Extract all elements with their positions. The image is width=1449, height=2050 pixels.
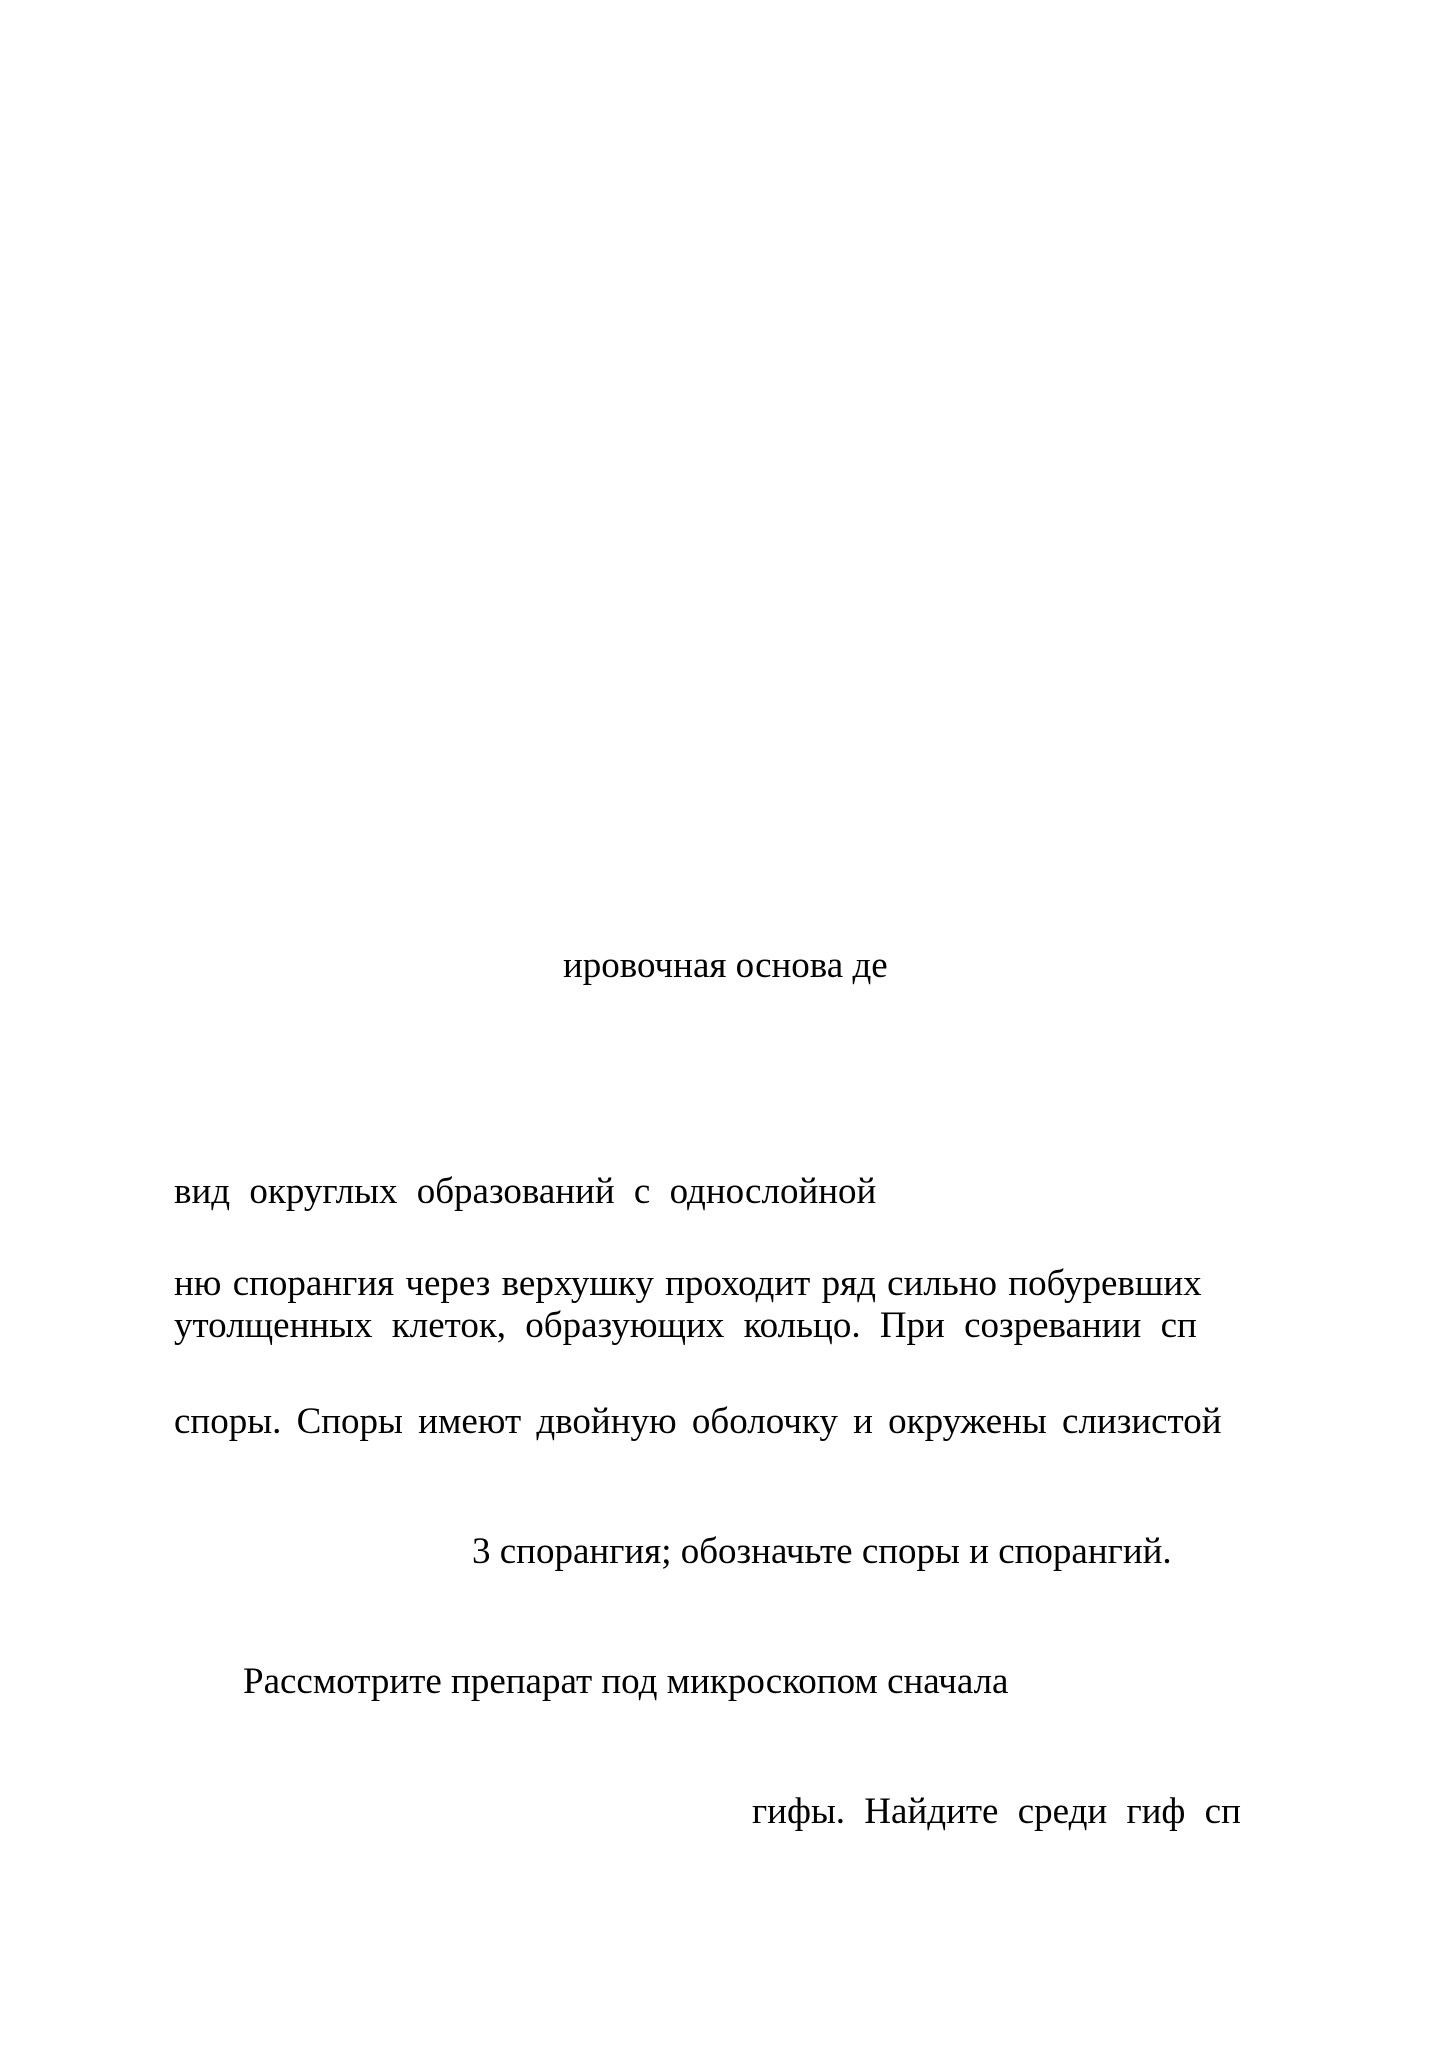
text-line-1: ировочная основа де (563, 945, 888, 986)
text-line-6: 3 спорангия; обозначьте споры и спорангий. (472, 1531, 1172, 1572)
text-line-5: споры. Споры имеют двойную оболочку и окружены слизистой (174, 1401, 1222, 1442)
text-line-2: вид округлых образований с однослойной (174, 1171, 877, 1212)
text-line-4: утолщенных клеток, образующих кольцо. При созревании сп (174, 1305, 1197, 1346)
text-line-8: гифы. Найдите среди гиф сп (752, 1791, 1241, 1832)
text-line-3: ню спорангия через верхушку проходит ряд сильно побуревших (174, 1263, 1202, 1304)
text-line-7: Рассмотрите препарат под микроскопом сначала (243, 1661, 1009, 1702)
